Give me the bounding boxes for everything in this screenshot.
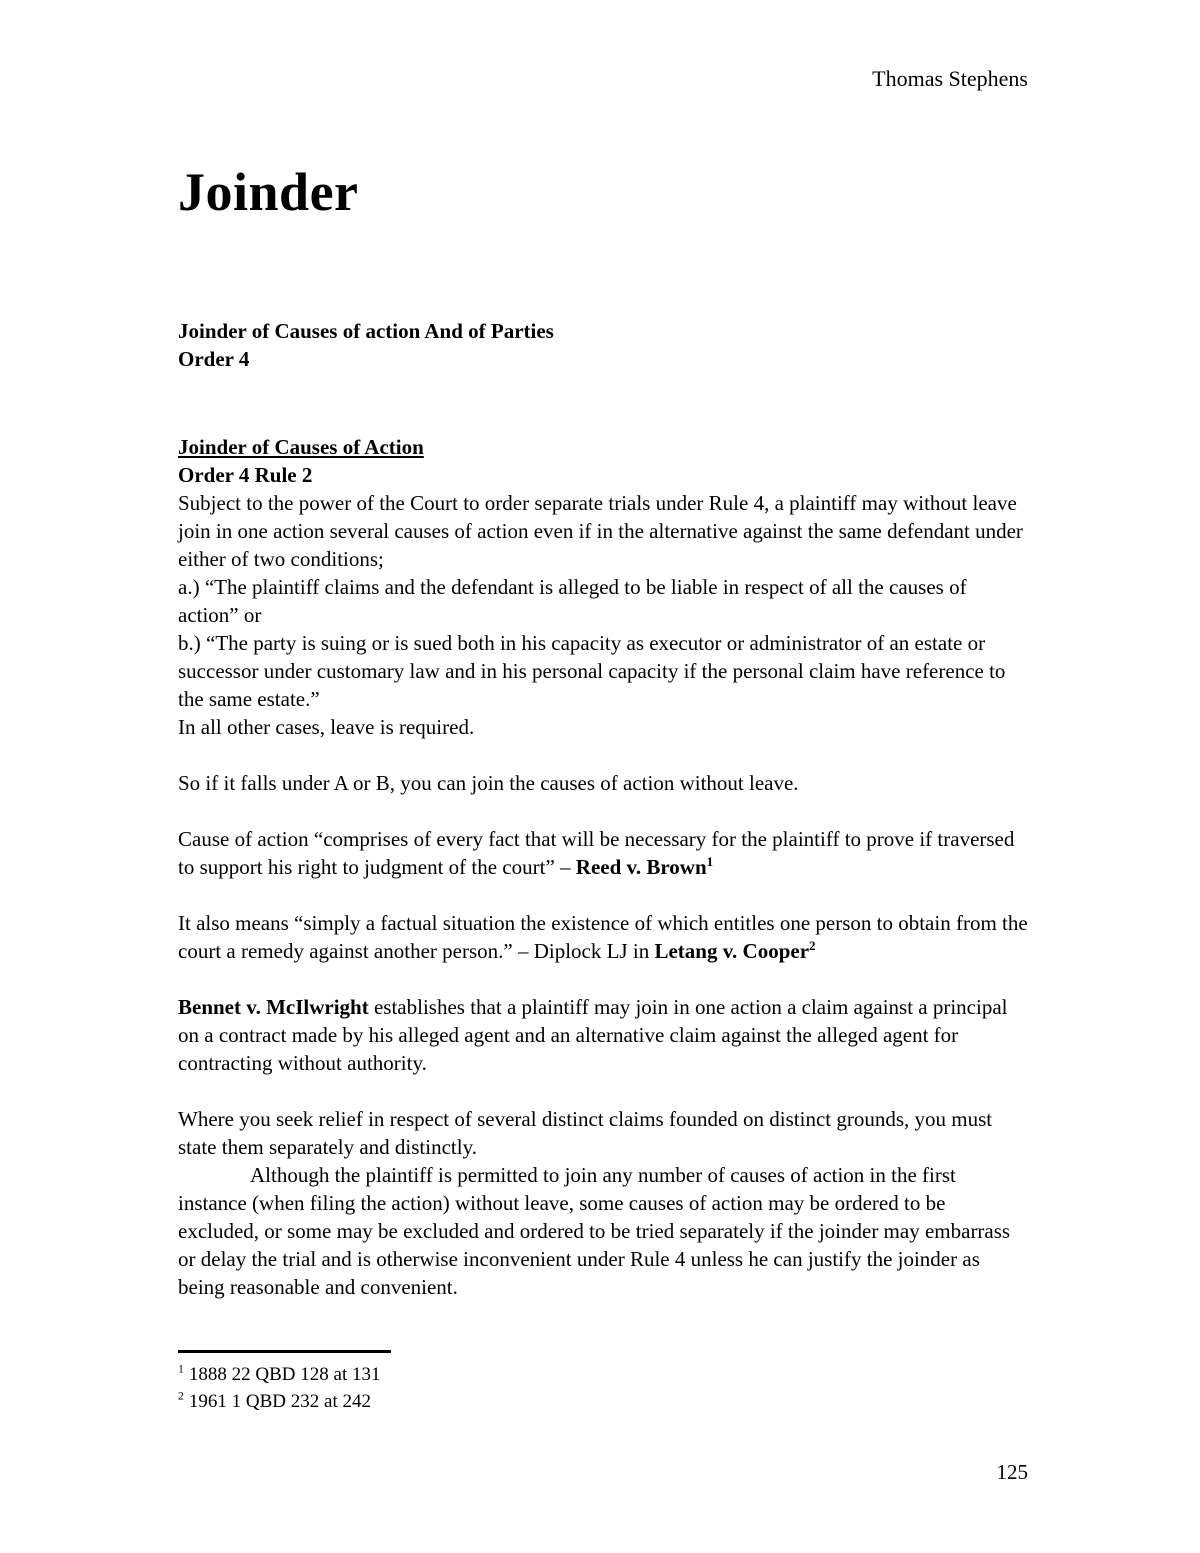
condition-b-text: b.) “The party is suing or is sued both in his capacity as executor or administrator of an estate or successor under customary law and in his personal capacity if the personal claim have reference to the same estate.” <box>178 631 1006 711</box>
case-citation-letang-v-cooper: Letang v. Cooper <box>654 939 810 963</box>
cause-of-action-definition-paragraph <box>178 825 1028 881</box>
intro-heading <box>178 317 1028 373</box>
although-paragraph: Although the plaintiff is permitted to join any number of causes of action in the first instance (when filing the action) without leave, some causes of action may be ordered to be excluded, or some may be excluded and ordered to be tried separately if the joinder may embarrass or delay the trial and is otherwise inconvenient under Rule 4 unless he can justify the joinder as being reasonable and convenient. <box>178 1163 1011 1299</box>
also-means-paragraph <box>178 909 1028 965</box>
bennet-text: establishes that a plaintiff may join in one action a claim against a principal on a contract made by his alleged agent and an alternative claim against the alleged agent for contracting without authority. <box>178 995 1008 1075</box>
page-number: 125 <box>996 1460 1028 1484</box>
also-means-text: It also means “simply a factual situation the existence of which entitles one person to obtain from the court a remedy against another person.” – Diplock LJ in <box>178 911 1028 963</box>
document-title: Joinder <box>178 162 359 222</box>
footnote-2 <box>178 1388 391 1415</box>
intro-heading-line1: Joinder of Causes of action And of Parties <box>178 319 554 343</box>
footnote-1 <box>178 1361 391 1388</box>
case-citation-bennet-v-mcilwright: Bennet v. McIlwright <box>178 995 369 1019</box>
leave-note-text: In all other cases, leave is required. <box>178 715 475 739</box>
footnote-1-text: 1888 22 QBD 128 at 131 <box>188 1364 381 1385</box>
footnote-reference-2: 2 <box>809 938 816 953</box>
rule-paragraph <box>178 489 1028 741</box>
intro-heading-line2: Order 4 <box>178 347 250 371</box>
footnotes-section <box>178 1350 391 1415</box>
section-subtitle: Order 4 Rule 2 <box>178 463 313 487</box>
relief-paragraph: Where you seek relief in respect of several distinct claims founded on distinct grounds, you must state them separately and distinctly. <box>178 1107 993 1159</box>
section-heading <box>178 433 1028 489</box>
rule-intro-text: Subject to the power of the Court to order separate trials under Rule 4, a plaintiff may without leave join in one action several causes of action even if in the alternative against the same defendant under either of two conditions; <box>178 491 1023 571</box>
footnote-reference-1: 1 <box>706 854 714 869</box>
footnote-separator <box>178 1350 391 1353</box>
case-citation-reed-v-brown: Reed v. Brown <box>575 855 707 879</box>
section-title: Joinder of Causes of Action <box>178 435 424 459</box>
condition-a-text: a.) “The plaintiff claims and the defendant is alleged to be liable in respect of all the causes of action” or <box>178 575 967 627</box>
footnote-2-marker: 2 <box>178 1389 184 1403</box>
bennet-paragraph <box>178 993 1028 1077</box>
page-header <box>178 66 1028 92</box>
cause-definition-text: Cause of action “comprises of every fact that will be necessary for the plaintiff to prove if traversed to support his right to judgment of the court” – <box>178 827 1015 879</box>
ab-summary-paragraph: So if it falls under A or B, you can join the causes of action without leave. <box>178 771 799 795</box>
author-name: Thomas Stephens <box>872 66 1028 91</box>
footnote-1-marker: 1 <box>178 1362 184 1376</box>
footnote-2-text: 1961 1 QBD 232 at 242 <box>188 1391 371 1412</box>
